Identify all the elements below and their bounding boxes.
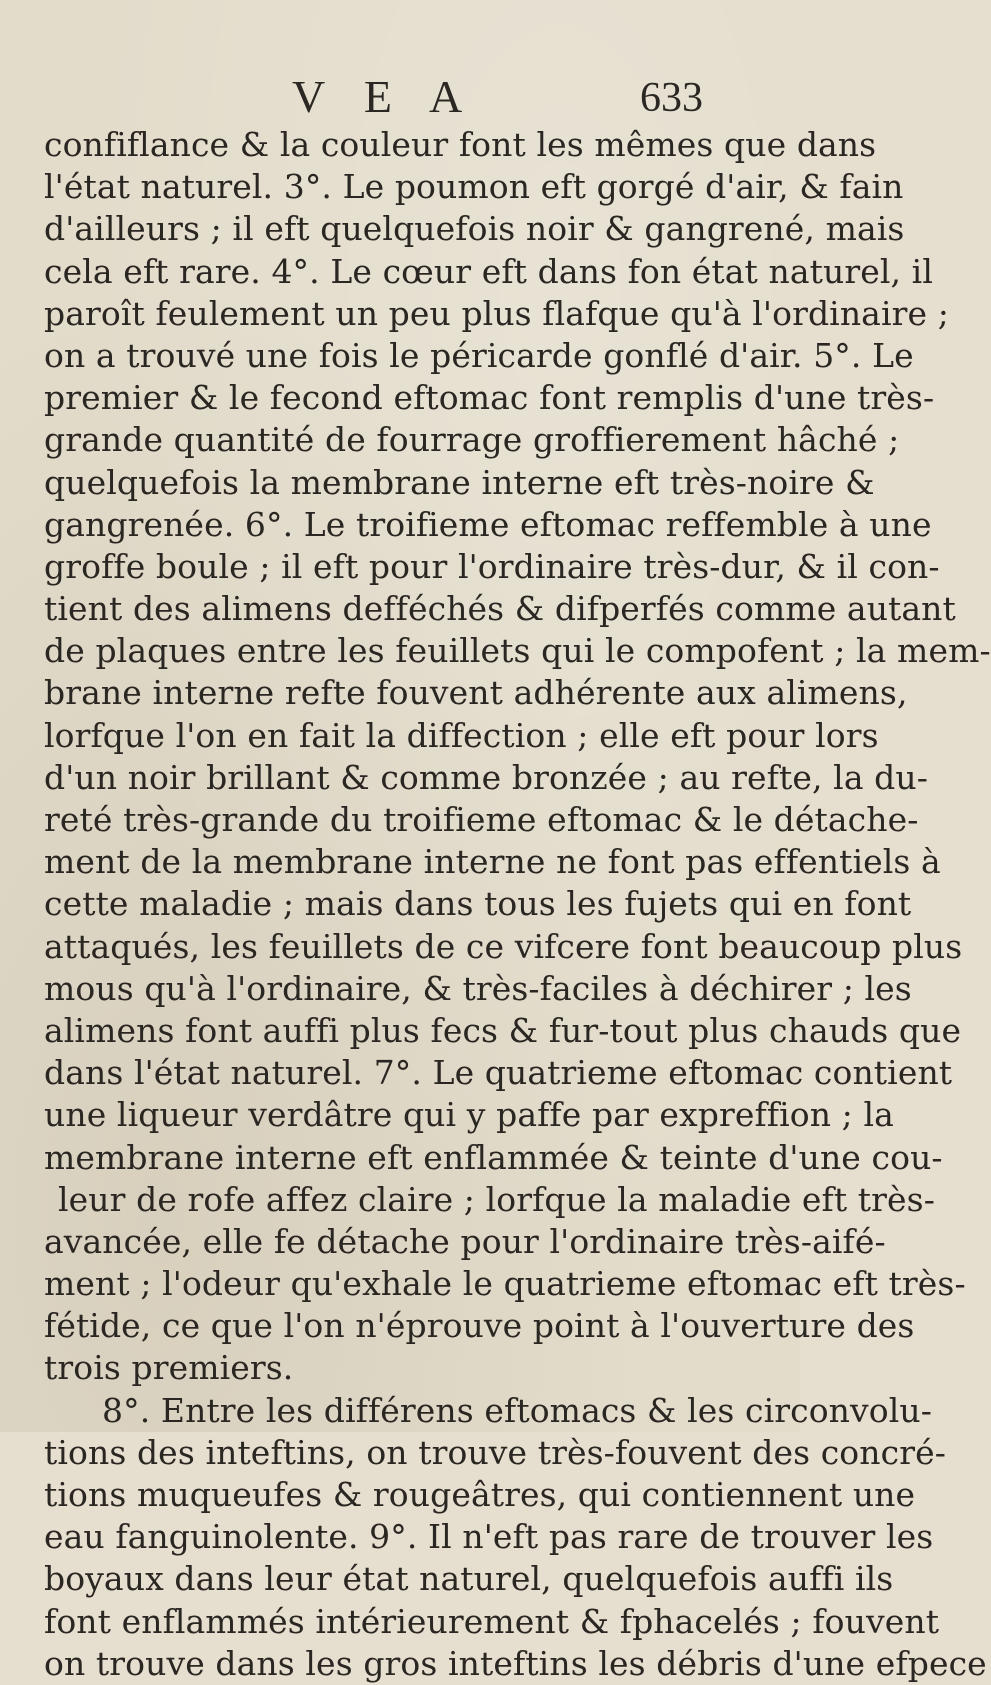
body-text — [44, 124, 991, 1685]
text-line: membrane interne eft enflammée & teinte d'une cou- — [44, 1137, 943, 1177]
text-line: gangrenée. 6°. Le troifieme eftomac reffemble à une — [44, 504, 932, 544]
text-line: une liqueur verdâtre qui y paffe par expreffion ; la — [44, 1095, 894, 1135]
text-line: ment de la membrane interne ne font pas effentiels à — [44, 842, 941, 882]
text-line: cela eft rare. 4°. Le cœur eft dans fon état naturel, il — [44, 251, 933, 291]
text-line: eau fanguinolente. 9°. Il n'eft pas rare de trouver les — [44, 1517, 934, 1557]
text-line: tient des alimens defféchés & difperfés comme autant — [44, 589, 956, 629]
text-line: de plaques entre les feuillets qui le compofent ; la mem- — [44, 631, 991, 671]
text-line: confiflance & la couleur font les mêmes que dans — [44, 125, 877, 164]
text-line: grande quantité de fourrage groffierement hâché ; — [44, 420, 900, 460]
text-line: paroît feulement un peu plus flafque qu'à l'ordinaire ; — [44, 293, 949, 333]
text-line: tions des inteftins, on trouve très-fouvent des concré- — [44, 1432, 946, 1472]
text-line: l'état naturel. 3°. Le poumon eft gorgé d'air, & fain — [44, 167, 904, 207]
page-number: 633 — [640, 75, 703, 121]
running-head: V E A — [292, 71, 477, 122]
text-line: brane interne refte fouvent adhérente aux alimens, — [44, 673, 908, 713]
text-line: on a trouvé une fois le péricarde gonflé d'air. 5°. Le — [44, 335, 914, 375]
text-line: tions muqueufes & rougeâtres, qui contiennent une — [44, 1475, 916, 1514]
text-line: reté très-grande du troifieme eftomac & le détache- — [44, 800, 919, 839]
text-line: dans l'état naturel. 7°. Le quatrieme eftomac contient — [44, 1053, 953, 1093]
text-line: cette maladie ; mais dans tous les fujets qui en font — [44, 884, 912, 924]
text-line: leur de rofe affez claire ; lorfque la maladie eft très- — [58, 1179, 935, 1219]
text-line: groffe boule ; il eft pour l'ordinaire très-dur, & il con- — [44, 546, 940, 586]
page-header — [0, 72, 800, 122]
paragraph-start-line: 8°. Entre les différens eftomacs & les circonvolu- — [102, 1390, 932, 1430]
text-line: on trouve dans les gros inteftins les débris d'une efpece — [44, 1643, 987, 1683]
text-line: alimens font auffi plus fecs & fur-tout plus chauds que — [44, 1010, 962, 1050]
text-line: boyaux dans leur état naturel, quelquefois auffi ils — [44, 1559, 894, 1599]
text-line: lorfque l'on en fait la diffection ; elle eft pour lors — [44, 715, 879, 755]
text-line: premier & le fecond eftomac font remplis d'une très- — [44, 378, 935, 418]
text-line: d'un noir brillant & comme bronzée ; au refte, la du- — [44, 757, 929, 797]
text-line: fétide, ce que l'on n'éprouve point à l'ouverture des — [44, 1306, 915, 1346]
text-line: avancée, elle fe détache pour l'ordinaire très-aifé- — [44, 1221, 886, 1261]
text-line: ment ; l'odeur qu'exhale le quatrieme eftomac eft très- — [44, 1264, 966, 1304]
paragraph-end-line: trois premiers. — [44, 1348, 294, 1388]
text-line: font enflammés intérieurement & fphacelés ; fouvent — [44, 1601, 940, 1641]
text-line: d'ailleurs ; il eft quelquefois noir & gangrené, mais — [44, 209, 905, 249]
text-line: mous qu'à l'ordinaire, & très-faciles à déchirer ; les — [44, 968, 912, 1008]
text-line: attaqués, les feuillets de ce vifcere font beaucoup plus — [44, 926, 963, 966]
text-line: quelquefois la membrane interne eft très-noire & — [44, 462, 875, 502]
